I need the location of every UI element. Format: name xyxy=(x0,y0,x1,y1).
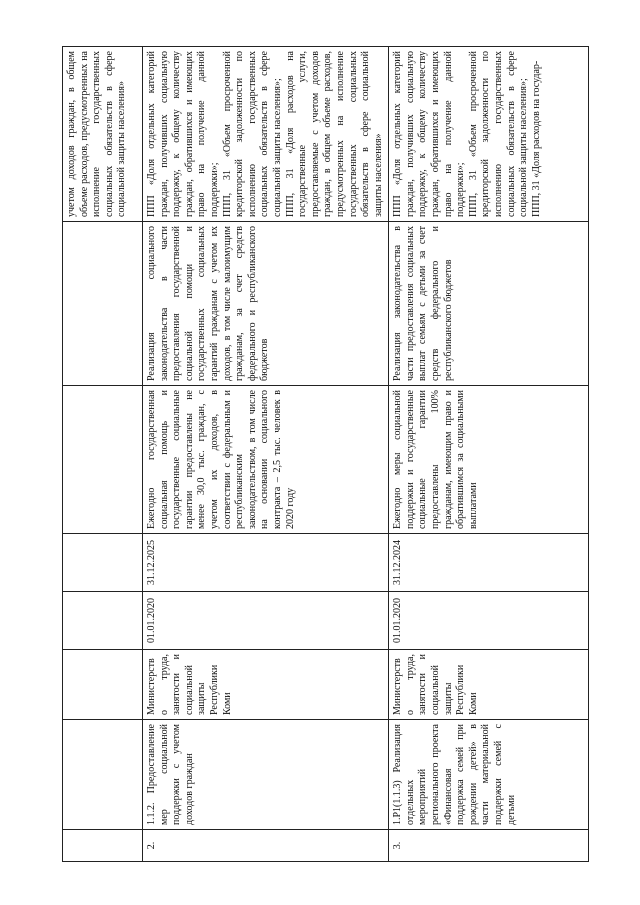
indicator-text: ППП, 31 «Доля расходов на государ- xyxy=(530,60,542,217)
row-number: 3. xyxy=(389,830,589,862)
expected-result: Ежегодно меры социальной поддержки и государственные социальные гарантии предоставлены 100% гражданам, имеющим право и обратившимся за социальными выплатами xyxy=(389,386,589,534)
link-description: Реализация законодательства в части предоставления социальных выплат семьям с детьми за счет средств федерального и республиканского бюджетов xyxy=(389,222,589,386)
indicator-text: ППП, 31 «Объем просроченной кредиторской задолженности по исполнению государственных социальных обязательств в сфере социальной защиты населения»; xyxy=(221,51,283,217)
expected-result xyxy=(63,386,143,534)
indicators-cell xyxy=(143,47,389,222)
row-number xyxy=(63,830,143,862)
indicator-text: ППП, 31 «Доля расходов на государственные услуги, предоставляемые с учетом доходов граждан, в общем объеме расходов, предусмотренных на исполнение государственных социальных обязательств в сфере социальной защиты населения» xyxy=(284,51,384,217)
expected-result: Ежегодно государственная социальная помощь и государственные социальные гарантии предоставлены не менее 30,0 тыс. граждан, с учетом их доходов, в соответствии с федеральным и республиканским законодательством, в том числе на основании социального контракта – 2,5 тыс. человек в 2020 году xyxy=(143,386,389,534)
end-date xyxy=(63,534,143,592)
indicator-text: ППП «Доля отдельных категорий граждан, получивших социальную поддержку, к общему количеству граждан, обратившихся и имеющих право на получение данной поддержки»; xyxy=(392,51,467,217)
end-date: 31.12.2024 xyxy=(389,534,589,592)
table-row xyxy=(143,47,389,862)
rotated-document-page xyxy=(62,47,562,862)
indicator-text: учетом доходов граждан, в общем объеме расходов, предусмотренных на исполнение государственных социальных обязательств в сфере социальной защиты населения» xyxy=(66,51,128,217)
indicators-cell xyxy=(63,47,143,222)
indicator-text: ППП «Доля отдельных категорий граждан, получивших социальную поддержку, к общему количеству граждан, обратившихся и имеющих право на получение данной поддержки»; xyxy=(146,51,220,217)
row-number: 2. xyxy=(143,830,389,862)
indicator-text: ППП, 31 «Объем просроченной кредиторской задолженности по исполнению государственных социальных обязательств в сфере социальной защиты населения»; xyxy=(467,51,530,217)
executor: Министерство труда, занятости и социальной защиты Республики Коми xyxy=(389,650,589,720)
measure-name: 1.Р1(1.1.3) Реализация отдельных мероприятий регионального проекта «Финансовая поддержка семей при рождении детей» в части материальной поддержки семей с детьми xyxy=(389,720,589,830)
indicators-cell xyxy=(389,47,589,222)
link-description: Реализация социального законодательства в части предоставления государственной социальной помощи и государственных социальных гарантий гражданам с учетом их доходов, в том числе малоимущим гражданам, за счет средств федерального и республиканского бюджетов xyxy=(143,222,389,386)
measure-name xyxy=(63,720,143,830)
table-row xyxy=(389,47,589,862)
executor: Министерство труда, занятости и социальной защиты Республики Коми xyxy=(143,650,389,720)
start-date: 01.01.2020 xyxy=(143,592,389,650)
end-date: 31.12.2025 xyxy=(143,534,389,592)
program-measures-table xyxy=(62,46,589,862)
executor xyxy=(63,650,143,720)
table-row xyxy=(63,47,143,862)
link-description xyxy=(63,222,143,386)
start-date: 01.01.2020 xyxy=(389,592,589,650)
measure-name: 1.1.2. Предоставление мер социальной поддержки с учетом доходов граждан xyxy=(143,720,389,830)
start-date xyxy=(63,592,143,650)
